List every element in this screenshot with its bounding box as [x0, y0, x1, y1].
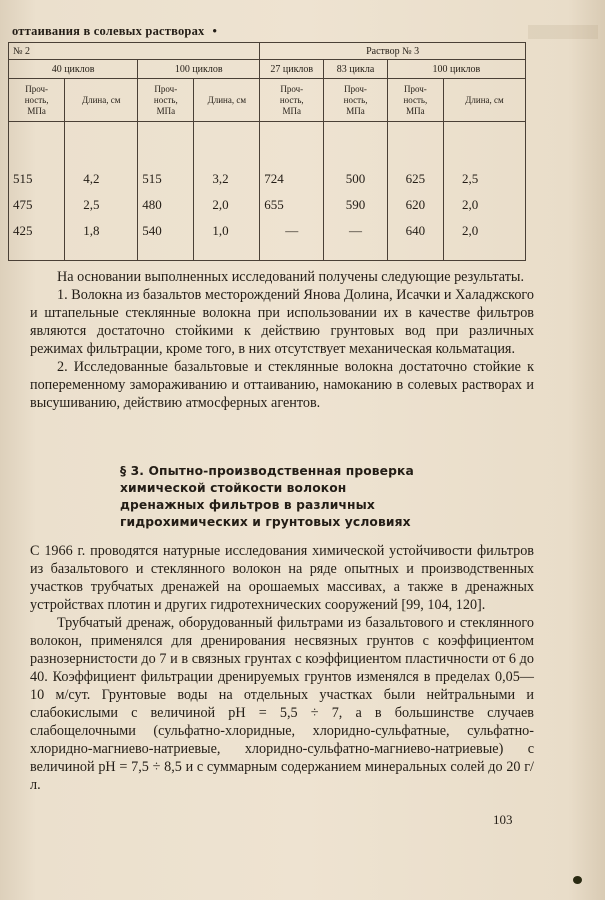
paragraph: На основании выполненных исследований получены следующие результаты. — [57, 269, 525, 285]
col-header-strength: Проч- ность, МПа — [9, 79, 65, 122]
table-group-header-row — [9, 43, 526, 60]
table-cell: 500 — [324, 166, 387, 192]
paragraph: С 1966 г. проводятся натурные исследования химической устойчивости фильтров из базальтового и стеклянного волокон на ряде опытных и производственных участков трубчатых дренажей на орошаемых массивах, а также в дренажных устройствах плотин и других гидротехнических сооружений [99, 104, 120]. — [30, 543, 534, 613]
table-cell: 640 — [387, 218, 443, 244]
table-row — [9, 192, 526, 218]
table-cell: 2,5 — [65, 192, 138, 218]
cycles-header: 100 циклов — [387, 60, 525, 79]
table-cell: 590 — [324, 192, 387, 218]
paragraph: 2. Исследованные базальтовые и стеклянные волокна достаточно стойкие к попеременному замораживанию и оттаиванию, намоканию в солевых растворах и высушиванию, действию атмосферных агентов. — [30, 359, 534, 411]
table-cell: — — [260, 218, 324, 244]
cycles-header: 100 циклов — [138, 60, 260, 79]
table-spacer-row — [9, 122, 526, 167]
col-header-length: Длина, см — [194, 79, 260, 122]
ink-spot — [573, 876, 582, 884]
heading-line: гидрохимических и грунтовых условиях — [120, 515, 411, 529]
heading-line: § 3. Опытно-производственная проверка — [120, 464, 414, 478]
table-cell: 480 — [138, 192, 194, 218]
table-column-header-row — [9, 79, 526, 122]
col-header-length: Длина, см — [444, 79, 526, 122]
col-header-length: Длина, см — [65, 79, 138, 122]
cycles-header: 27 циклов — [260, 60, 324, 79]
table-cell: — — [324, 218, 387, 244]
table-cell: 425 — [9, 218, 65, 244]
table-bottom-row — [9, 244, 526, 261]
table-cell: 540 — [138, 218, 194, 244]
running-head — [12, 24, 217, 39]
cycles-header: 40 циклов — [9, 60, 138, 79]
group-header-right: Раствор № 3 — [260, 43, 526, 60]
section-body-text — [30, 542, 534, 794]
table-cell: 724 — [260, 166, 324, 192]
col-header-strength: Проч- ность, МПа — [260, 79, 324, 122]
table-row — [9, 218, 526, 244]
table-cell: 620 — [387, 192, 443, 218]
table-cell: 475 — [9, 192, 65, 218]
paragraph: Трубчатый дренаж, оборудованный фильтрами из базальтового и стеклянного волокон, применялся для дренирования несвязных грунтов с коэффициентом разнозернистости до 7 и в связных грунтах с коэффициентом пластичности от 6 до 40. Коэффициент фильтрации дренируемых грунтов изменялся в пределах 0,05—10 м/сут. Грунтовые воды на отдельных участках были нейтральными и слабокислыми с величиной pH = 5,5 ÷ 7, а в большинстве случаев слабощелочными (сульфатно-хлоридные, хлоридно-сульфатные, сульфатно-хлоридно-магниево-натриевые, хлоридно-сульфатно-магниево-натриевые) с величиной pH = 7,5 ÷ 8,5 и с суммарным содержанием минеральных солей до 20 г/л. — [30, 615, 534, 793]
running-head-title: оттаивания в солевых растворах — [12, 24, 205, 38]
table-cell: 2,0 — [444, 192, 526, 218]
running-head-dot: • — [212, 24, 218, 38]
table-cell: 625 — [387, 166, 443, 192]
table-cell: 515 — [138, 166, 194, 192]
table-cell: 2,0 — [194, 192, 260, 218]
table-row — [9, 166, 526, 192]
results-table — [8, 42, 526, 261]
section-heading — [120, 463, 440, 531]
col-header-strength: Проч- ность, МПа — [138, 79, 194, 122]
table-cell: 2,0 — [444, 218, 526, 244]
paper-stain — [528, 25, 598, 39]
paragraph: 1. Волокна из базальтов месторождений Янова Долина, Исачки и Халаджского и штапельные стеклянные волокна при использовании их в качестве фильтров являются достаточно стойкими к действию грунтовых вод при различных режимах фильтрации, кроме того, в них отсутствует механическая кольматация. — [30, 287, 534, 357]
heading-line: дренажных фильтров в различных — [120, 498, 375, 512]
table-cell: 1,0 — [194, 218, 260, 244]
conclusions-text — [30, 268, 534, 412]
page-number: 103 — [493, 812, 513, 827]
cycles-header: 83 цикла — [324, 60, 387, 79]
heading-line: химической стойкости волокон — [120, 481, 347, 495]
table-cell: 2,5 — [444, 166, 526, 192]
table-cell: 4,2 — [65, 166, 138, 192]
table-cycles-row — [9, 60, 526, 79]
table-cell: 3,2 — [194, 166, 260, 192]
col-header-strength: Проч- ность, МПа — [324, 79, 387, 122]
col-header-strength: Проч- ность, МПа — [387, 79, 443, 122]
table-cell: 655 — [260, 192, 324, 218]
table-cell: 1,8 — [65, 218, 138, 244]
group-header-left: № 2 — [9, 43, 260, 60]
table-cell: 515 — [9, 166, 65, 192]
